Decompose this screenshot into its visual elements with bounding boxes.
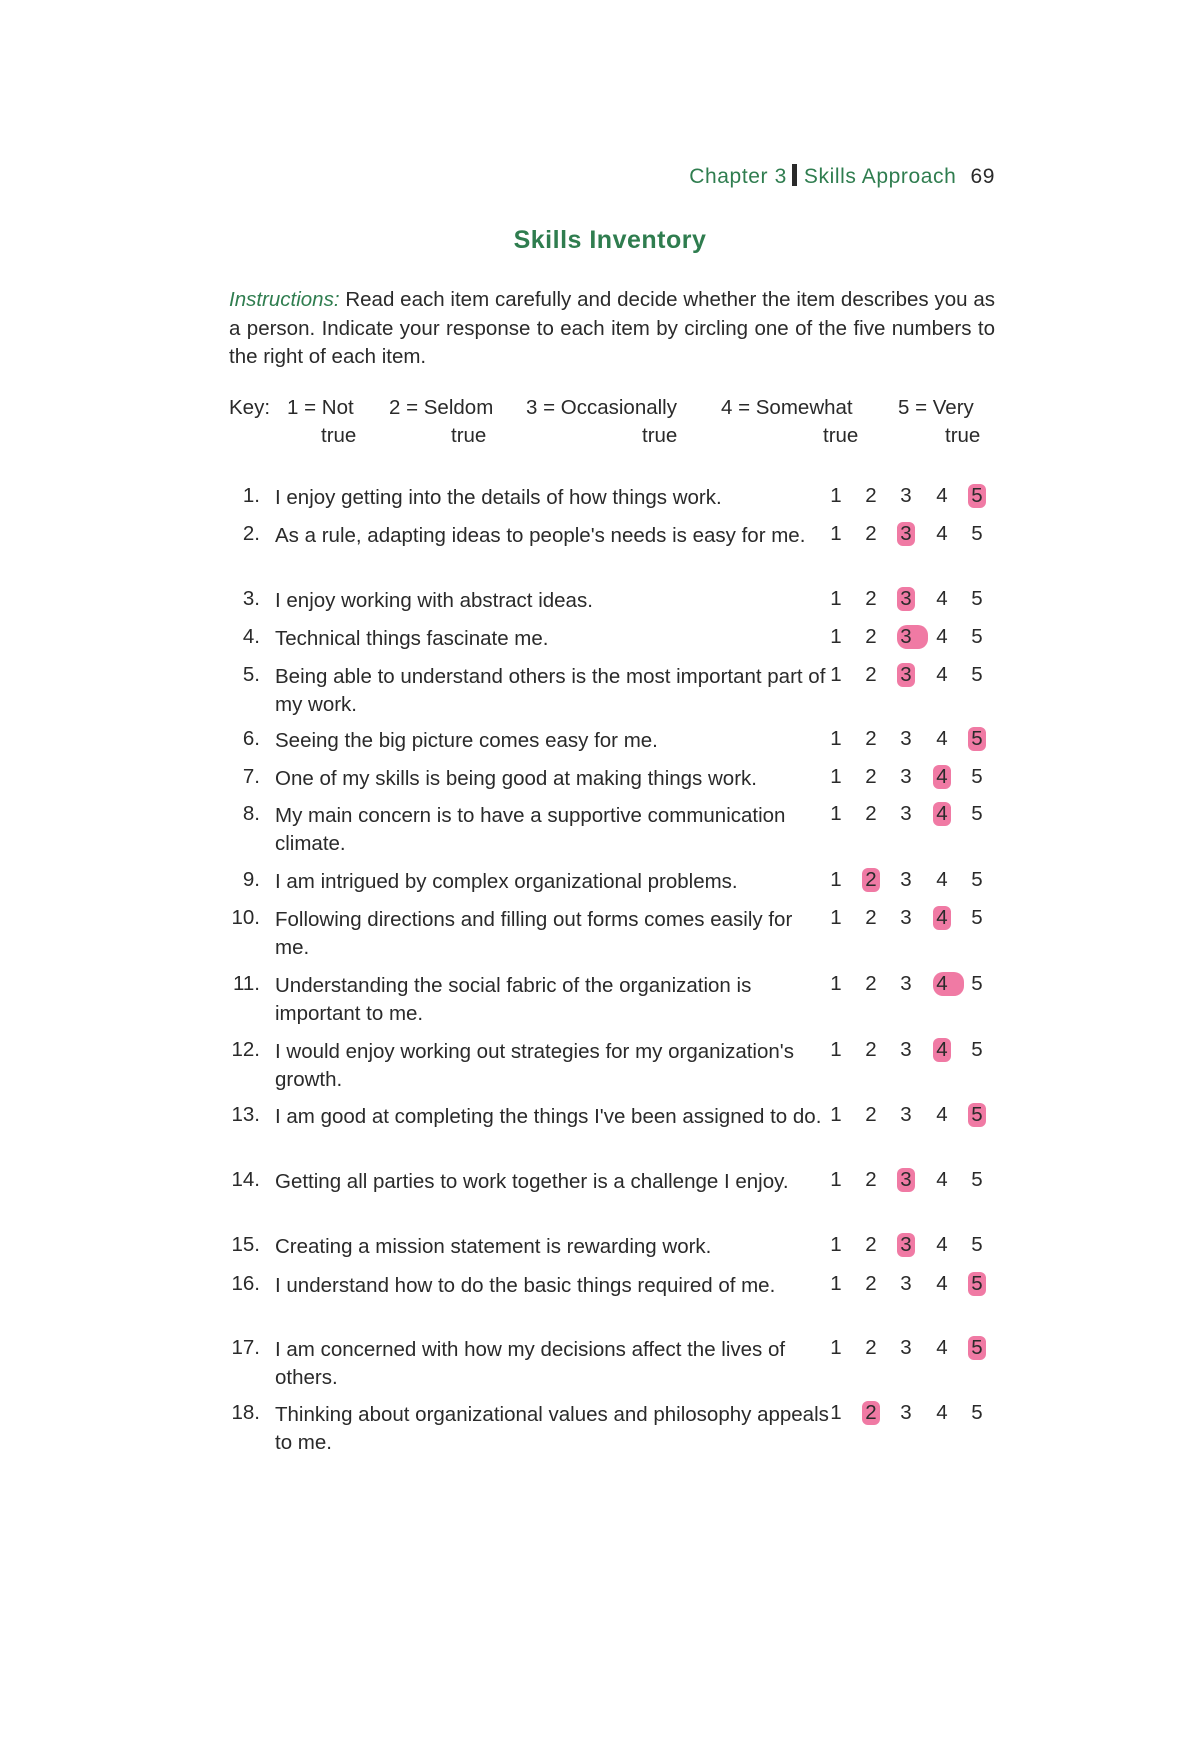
item-text: Creating a mission statement is rewarding work. xyxy=(275,1235,712,1258)
separator-bar xyxy=(792,164,797,186)
item-text: I would enjoy working out strategies for my organization's growth. xyxy=(275,1040,794,1091)
item-number: 13. xyxy=(231,1103,260,1126)
rating-value: 3 xyxy=(900,484,912,507)
rating-value: 3 xyxy=(897,522,914,546)
rating-value: 4 xyxy=(936,522,948,545)
rating-value: 1 xyxy=(830,1272,842,1295)
rating-value: 3 xyxy=(900,765,912,788)
item-text: Being able to understand others is the most important part of my work. xyxy=(275,665,826,716)
item-number: 18. xyxy=(231,1401,260,1424)
rating-value: 3 xyxy=(897,1168,914,1192)
item-number: 6. xyxy=(242,727,260,750)
item-text: Understanding the social fabric of the organization is important to me. xyxy=(275,974,752,1025)
item-number: 12. xyxy=(231,1038,260,1061)
key-entry-2: 2 = Seldom xyxy=(389,396,494,419)
rating-value: 5 xyxy=(971,1401,983,1424)
rating-value: 5 xyxy=(971,1168,983,1191)
rating-value: 3 xyxy=(900,1038,912,1061)
rating-value: 4 xyxy=(936,663,948,686)
item-text: I am good at completing the things I've been assigned to do. xyxy=(275,1105,822,1128)
item-text: One of my skills is being good at making things work. xyxy=(275,767,757,790)
rating-value: 5 xyxy=(968,1272,985,1296)
item-text: My main concern is to have a supportive communication climate. xyxy=(275,804,786,855)
running-head xyxy=(689,164,995,189)
rating-value: 1 xyxy=(830,868,842,891)
key-entry-1-sub: true xyxy=(321,424,357,447)
rating-value: 4 xyxy=(936,1233,948,1256)
rating-value: 1 xyxy=(830,802,842,825)
rating-value: 3 xyxy=(900,802,912,825)
rating-value: 4 xyxy=(936,1336,948,1359)
rating-value: 4 xyxy=(936,484,948,507)
item-text: Seeing the big picture comes easy for me. xyxy=(275,729,658,752)
rating-value: 2 xyxy=(865,972,877,995)
item-text: I am concerned with how my decisions affect the lives of others. xyxy=(275,1338,786,1389)
rating-value: 2 xyxy=(865,1233,877,1256)
rating-value: 3 xyxy=(897,587,914,611)
instructions xyxy=(229,286,995,372)
item-number: 9. xyxy=(242,868,260,891)
key-label: Key: xyxy=(229,396,271,419)
item-number: 16. xyxy=(231,1272,260,1295)
item-number: 14. xyxy=(231,1168,260,1191)
rating-value: 5 xyxy=(971,906,983,929)
chapter-label: Chapter 3 xyxy=(689,165,787,188)
item-text: Thinking about organizational values and philosophy appeals to me. xyxy=(275,1403,829,1454)
section-label: Skills Approach xyxy=(803,165,957,188)
rating-value: 3 xyxy=(897,663,914,687)
rating-value: 1 xyxy=(830,625,842,648)
rating-value: 3 xyxy=(897,625,927,649)
rating-value: 4 xyxy=(936,625,948,648)
rating-value: 3 xyxy=(900,1401,912,1424)
page-number: 69 xyxy=(970,165,995,188)
key-entry-5-sub: true xyxy=(945,424,981,447)
rating-value: 1 xyxy=(830,1038,842,1061)
item-number: 17. xyxy=(231,1336,260,1359)
rating-value: 5 xyxy=(971,625,983,648)
key-entry-3-sub: true xyxy=(642,424,678,447)
rating-value: 1 xyxy=(830,906,842,929)
rating-value: 5 xyxy=(971,765,983,788)
rating-value: 4 xyxy=(936,1272,948,1295)
rating-value: 3 xyxy=(900,972,912,995)
rating-value: 5 xyxy=(968,1103,985,1127)
rating-value: 1 xyxy=(830,484,842,507)
key-entry-2-sub: true xyxy=(451,424,487,447)
rating-value: 2 xyxy=(862,1401,879,1425)
rating-value: 2 xyxy=(865,1038,877,1061)
rating-value: 2 xyxy=(865,802,877,825)
rating-value: 3 xyxy=(900,1336,912,1359)
rating-value: 2 xyxy=(865,1168,877,1191)
rating-value: 4 xyxy=(936,868,948,891)
rating-value: 3 xyxy=(900,727,912,750)
rating-value: 2 xyxy=(865,625,877,648)
rating-value: 5 xyxy=(968,484,985,508)
item-text: Following directions and filling out forms comes easily for me. xyxy=(275,908,793,959)
rating-value: 3 xyxy=(900,868,912,891)
rating-value: 5 xyxy=(971,522,983,545)
rating-value: 1 xyxy=(830,765,842,788)
rating-value: 5 xyxy=(971,663,983,686)
rating-value: 1 xyxy=(830,1103,842,1126)
rating-value: 2 xyxy=(865,906,877,929)
rating-value: 4 xyxy=(936,1401,948,1424)
rating-value: 1 xyxy=(830,1336,842,1359)
key-entry-1: 1 = Not xyxy=(287,396,354,419)
rating-value: 5 xyxy=(971,868,983,891)
rating-value: 5 xyxy=(971,802,983,825)
response-key xyxy=(229,396,995,456)
rating-value: 2 xyxy=(865,1336,877,1359)
page-title: Skills Inventory xyxy=(513,226,707,254)
instructions-lead: Instructions: xyxy=(229,288,340,311)
rating-value: 2 xyxy=(865,587,877,610)
rating-value: 3 xyxy=(900,1103,912,1126)
rating-value: 1 xyxy=(830,727,842,750)
item-number: 4. xyxy=(242,625,260,648)
rating-value: 4 xyxy=(933,765,950,789)
rating-value: 2 xyxy=(865,727,877,750)
rating-value: 2 xyxy=(865,765,877,788)
rating-value: 2 xyxy=(865,663,877,686)
item-text: Technical things fascinate me. xyxy=(275,627,549,650)
item-text: I enjoy working with abstract ideas. xyxy=(275,589,593,612)
rating-value: 4 xyxy=(933,802,950,826)
rating-value: 1 xyxy=(830,1401,842,1424)
rating-value: 2 xyxy=(865,1103,877,1126)
item-number: 2. xyxy=(242,522,260,545)
rating-value: 5 xyxy=(971,587,983,610)
rating-value: 5 xyxy=(968,1336,985,1360)
rating-value: 2 xyxy=(865,1272,877,1295)
rating-value: 3 xyxy=(897,1233,914,1257)
rating-value: 5 xyxy=(971,972,983,995)
item-text: I am intrigued by complex organizational problems. xyxy=(275,870,738,893)
key-entry-4-sub: true xyxy=(823,424,859,447)
item-number: 15. xyxy=(231,1233,260,1256)
item-number: 8. xyxy=(242,802,260,825)
key-entry-4: 4 = Somewhat xyxy=(721,396,853,419)
rating-value: 2 xyxy=(862,868,879,892)
rating-value: 4 xyxy=(933,1038,950,1062)
rating-value: 2 xyxy=(865,522,877,545)
rating-value: 5 xyxy=(971,1233,983,1256)
item-number: 10. xyxy=(231,906,260,929)
rating-value: 1 xyxy=(830,1168,842,1191)
rating-value: 4 xyxy=(936,727,948,750)
item-text: I understand how to do the basic things required of me. xyxy=(275,1274,776,1297)
item-text: Getting all parties to work together is a challenge I enjoy. xyxy=(275,1170,789,1193)
rating-value: 4 xyxy=(933,906,950,930)
key-entry-5: 5 = Very xyxy=(898,396,974,419)
item-text: As a rule, adapting ideas to people's needs is easy for me. xyxy=(275,524,806,547)
rating-value: 2 xyxy=(865,484,877,507)
item-text: I enjoy getting into the details of how things work. xyxy=(275,486,722,509)
key-entry-3: 3 = Occasionally xyxy=(526,396,677,419)
rating-value: 4 xyxy=(936,1103,948,1126)
rating-value: 4 xyxy=(933,972,963,996)
rating-value: 4 xyxy=(936,1168,948,1191)
item-number: 3. xyxy=(242,587,260,610)
instructions-text: Read each item carefully and decide whether the item describes you as a person. Indicate your response to each item by circling one of the five numbers to the right of each item. xyxy=(229,288,995,368)
rating-value: 1 xyxy=(830,522,842,545)
rating-value: 3 xyxy=(900,1272,912,1295)
rating-value: 1 xyxy=(830,972,842,995)
item-number: 11. xyxy=(233,972,260,995)
rating-value: 4 xyxy=(936,587,948,610)
rating-value: 1 xyxy=(830,587,842,610)
item-number: 7. xyxy=(242,765,260,788)
item-number: 5. xyxy=(242,663,260,686)
rating-value: 1 xyxy=(830,1233,842,1256)
rating-value: 5 xyxy=(968,727,985,751)
rating-value: 3 xyxy=(900,906,912,929)
item-number: 1. xyxy=(242,484,260,507)
rating-value: 1 xyxy=(830,663,842,686)
rating-value: 5 xyxy=(971,1038,983,1061)
